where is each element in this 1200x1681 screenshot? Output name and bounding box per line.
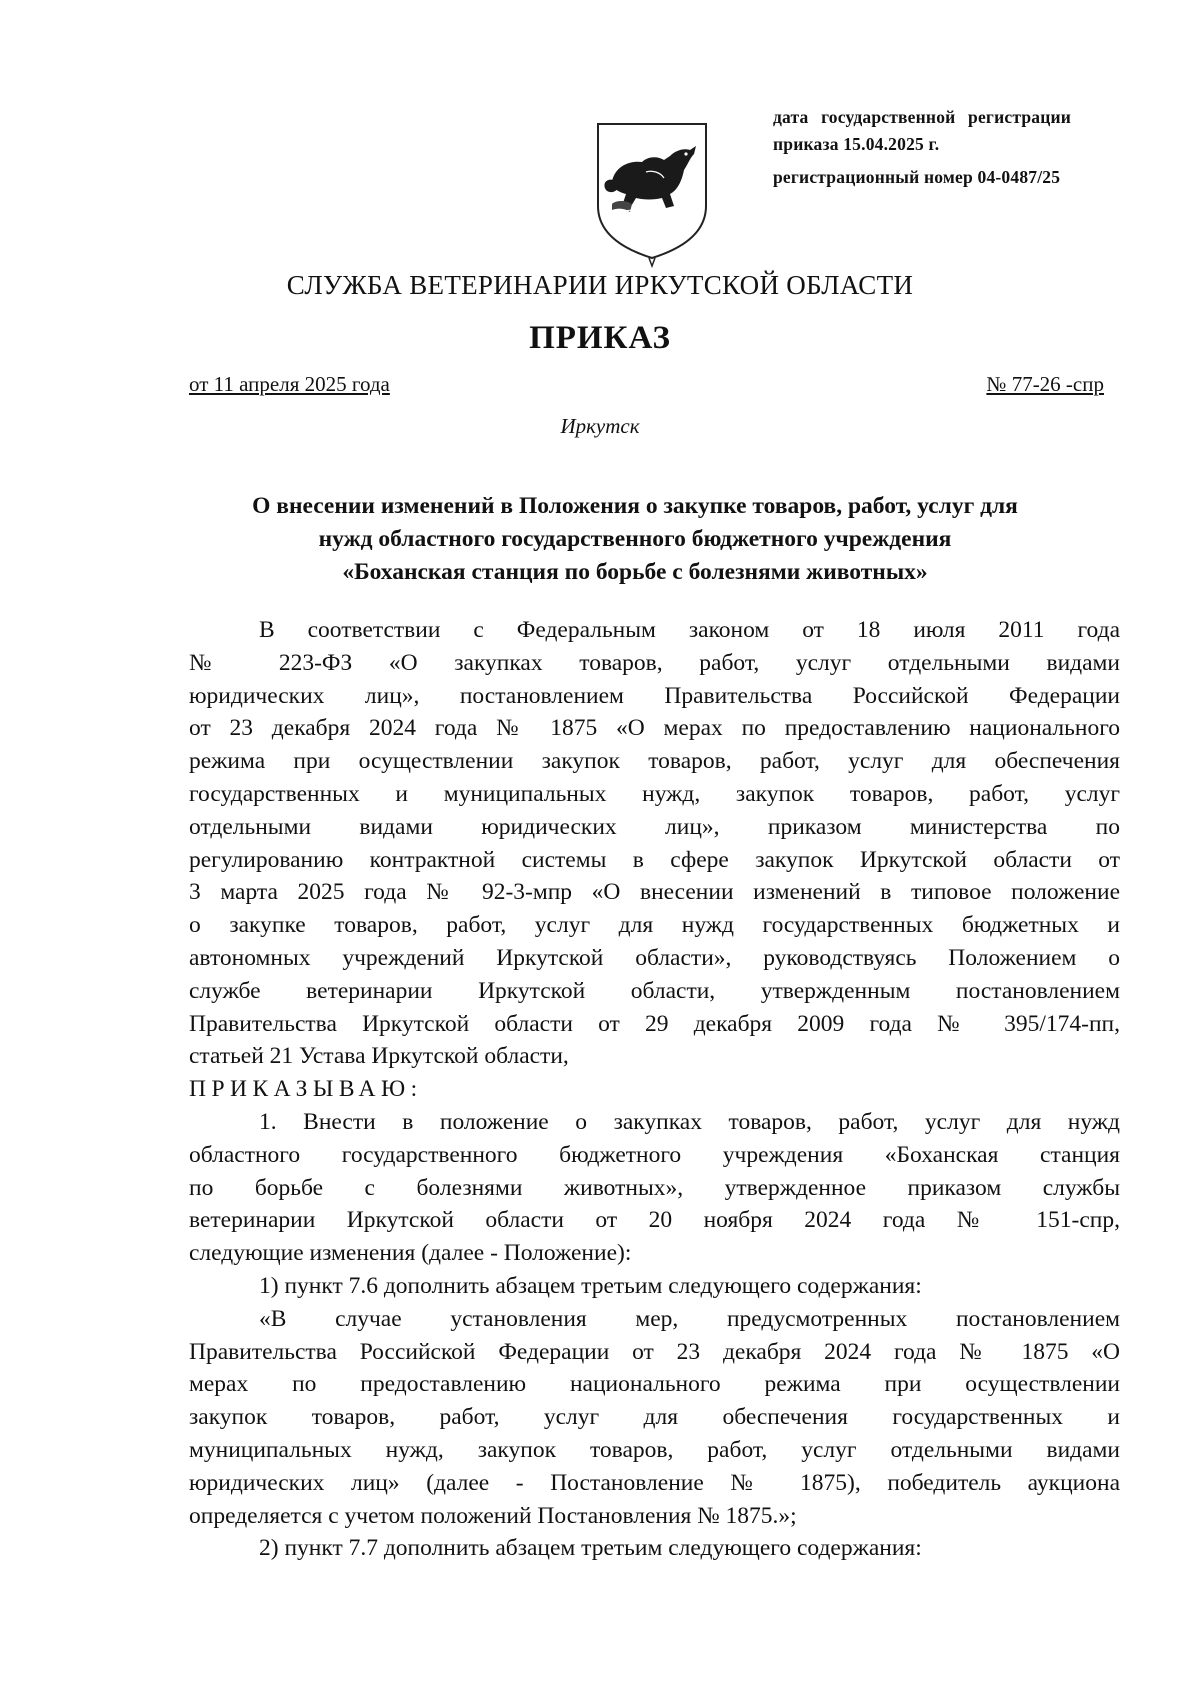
body-line: статьей 21 Устава Иркутской области, <box>189 1043 569 1070</box>
body-line: областного государственного бюджетного учреждения «Боханская станция <box>189 1141 1120 1168</box>
registration-date-label: дата государственной регистрации <box>773 107 1072 127</box>
registration-date: приказа 15.04.2025 г. <box>773 134 940 154</box>
body-line: по борьбе с болезнями животных», утвержденное приказом службы <box>189 1174 1120 1201</box>
registration-number: регистрационный номер 04-0487/25 <box>773 167 1061 187</box>
body-line: ветеринарии Иркутской области от 20 ноября 2024 года № 151-спр, <box>189 1207 1120 1234</box>
body-line: службе ветеринарии Иркутской области, утвержденным постановлением <box>189 977 1120 1004</box>
body-line: «В случае установления мер, предусмотренных постановлением <box>259 1305 1120 1332</box>
body-line: № 223-ФЗ «О закупках товаров, работ, услуг отдельными видами <box>189 649 1120 676</box>
order-date: от 11 апреля 2025 года <box>189 372 390 396</box>
body-line: режима при осуществлении закупок товаров, работ, услуг для обеспечения <box>189 748 1120 775</box>
title-line: нужд областного государственного бюджетного учреждения <box>318 526 952 552</box>
body-line: закупок товаров, работ, услуг для обеспечения государственных и <box>189 1404 1120 1431</box>
body-line: юридических лиц» (далее - Постановление № 1875), победитель аукциона <box>189 1469 1120 1496</box>
city: Иркутск <box>560 414 640 438</box>
order-title <box>140 490 1130 589</box>
body-line: отдельными видами юридических лиц», приказом министерства по <box>189 813 1120 840</box>
body-line: 1) пункт 7.6 дополнить абзацем третьим следующего содержания: <box>259 1272 922 1299</box>
body-line: 2) пункт 7.7 дополнить абзацем третьим следующего содержания: <box>259 1535 922 1562</box>
body-line: мерах по предоставлению национального режима при осуществлении <box>189 1371 1120 1398</box>
body-line: 1. Внести в положение о закупках товаров, работ, услуг для нужд <box>259 1108 1120 1135</box>
agency-name: СЛУЖБА ВЕТЕРИНАРИИ ИРКУТСКОЙ ОБЛАСТИ <box>286 270 914 300</box>
body-line: о закупке товаров, работ, услуг для нужд государственных бюджетных и <box>189 912 1120 939</box>
title-line: О внесении изменений в Положения о закупке товаров, работ, услуг для <box>252 493 1018 519</box>
registration-stamp <box>773 104 1153 191</box>
order-body <box>189 614 1120 1565</box>
body-line: автономных учреждений Иркутской области», руководствуясь Положением о <box>189 944 1120 971</box>
body-line: Правительства Иркутской области от 29 декабря 2009 года № 395/174-пп, <box>189 1010 1120 1037</box>
body-line: следующие изменения (далее - Положение): <box>189 1240 632 1267</box>
body-line: юридических лиц», постановлением Правительства Российской Федерации <box>189 682 1120 709</box>
title-line: «Боханская станция по борьбе с болезнями животных» <box>342 559 928 585</box>
order-directive: ПРИКАЗЫВАЮ: <box>189 1076 423 1103</box>
order-number: № 77-26 -спр <box>986 372 1104 396</box>
document-type: ПРИКАЗ <box>529 320 671 356</box>
body-line: Правительства Российской Федерации от 23 декабря 2024 года № 1875 «О <box>189 1338 1120 1365</box>
body-line: определяется с учетом положений Постановления № 1875.»; <box>189 1502 797 1529</box>
body-line: 3 марта 2025 года № 92-3-мпр «О внесении изменений в типовое положение <box>189 879 1120 906</box>
body-line: В соответствии с Федеральным законом от 18 июля 2011 года <box>259 617 1120 643</box>
body-line: государственных и муниципальных нужд, закупок товаров, работ, услуг <box>189 780 1120 807</box>
body-line: регулированию контрактной системы в сфере закупок Иркутской области от <box>189 846 1120 873</box>
body-line: муниципальных нужд, закупок товаров, работ, услуг отдельными видами <box>189 1436 1120 1463</box>
body-line: от 23 декабря 2024 года № 1875 «О мерах по предоставлению национального <box>189 715 1120 742</box>
irkutsk-coat-of-arms-icon <box>592 120 712 268</box>
